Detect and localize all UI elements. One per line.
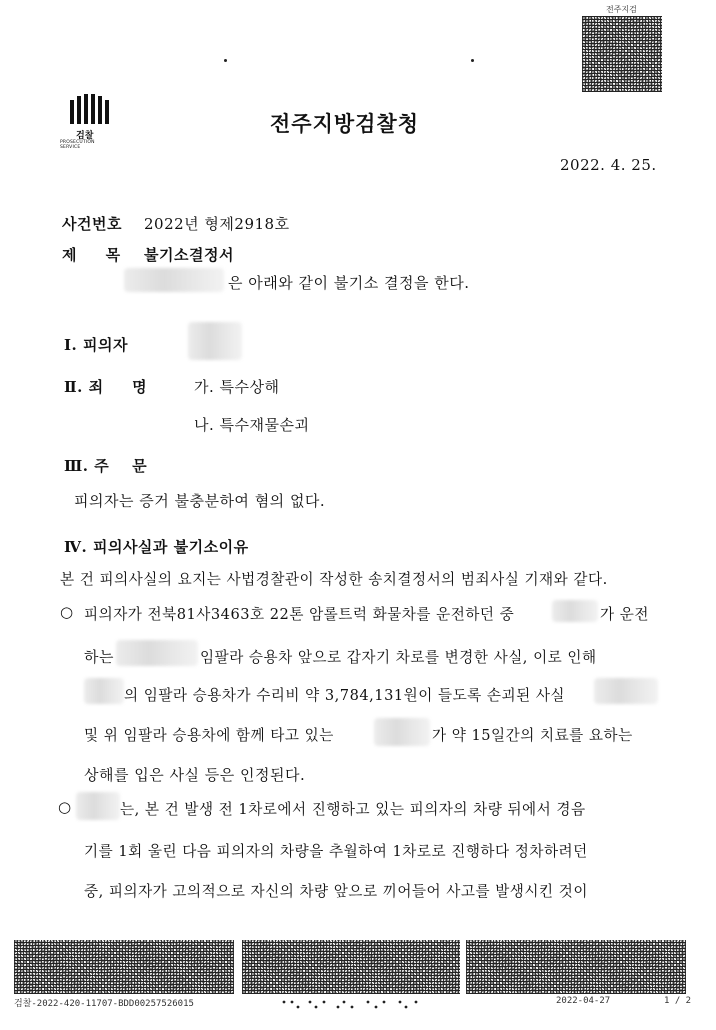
case-number-label: 사건번호 bbox=[62, 215, 122, 233]
case-title-value: 불기소결정서 bbox=[144, 246, 234, 264]
bottom-barcode-2 bbox=[242, 940, 460, 994]
punch-mark-left bbox=[224, 59, 227, 62]
prosecution-logo bbox=[60, 94, 116, 150]
section-3-label: Ⅲ. 주 문 bbox=[64, 457, 148, 475]
bullet-1-line-4b: 가 약 15일간의 치료를 요하는 bbox=[432, 727, 633, 744]
stamp-label: 전주지검 bbox=[606, 5, 637, 14]
redacted-victim-2 bbox=[116, 640, 198, 666]
charge-a: 가. 특수상해 bbox=[194, 378, 280, 396]
bullet-1-line-1a: 피의자가 전북81사3463호 22톤 암롤트럭 화물차를 운전하던 중 bbox=[84, 606, 515, 623]
footer-print-date: 2022-04-27 bbox=[556, 996, 611, 1006]
section-2-label: Ⅱ. 죄 명 bbox=[64, 378, 148, 396]
footer-doc-id: 검찰-2022-420-11707-BDD00257526015 bbox=[14, 999, 194, 1009]
redacted-victim-5 bbox=[374, 718, 430, 746]
bottom-barcode-3 bbox=[466, 940, 686, 994]
case-number-value: 2022년 형제2918호 bbox=[144, 215, 290, 233]
bullet-1-line-5: 상해를 입은 사실 등은 인정된다. bbox=[84, 766, 306, 784]
prosecution-emblem-icon bbox=[60, 94, 116, 130]
charge-b: 나. 특수재물손괴 bbox=[194, 416, 310, 434]
bullet-1-line-2b: 임팔라 승용차 앞으로 갑자기 차로를 변경한 사실, 이로 인해 bbox=[200, 649, 597, 666]
facts-intro: 본 건 피의사실의 요지는 사법경찰관이 작성한 송치결정서의 범죄사실 기재와 같다. bbox=[60, 571, 608, 588]
bullet-1-line-4a: 및 위 임팔라 승용차에 함께 타고 있는 bbox=[84, 727, 334, 744]
order-text: 피의자는 증거 불충분하여 혐의 없다. bbox=[74, 492, 326, 510]
bullet-2-line-1b: 는, 본 건 발생 전 1차로에서 진행하고 있는 피의자의 차량 뒤에서 경음 bbox=[120, 801, 586, 818]
redacted-victim-1 bbox=[552, 600, 598, 622]
case-title-label: 제 목 bbox=[62, 246, 121, 264]
dot-pattern-icon bbox=[280, 999, 430, 1011]
redacted-name bbox=[124, 268, 224, 292]
bullet-1-line-1b: 가 운전 bbox=[600, 606, 649, 623]
decision-sentence: 은 아래와 같이 불기소 결정을 한다. bbox=[228, 274, 470, 292]
bullet-2-line-3: 중, 피의자가 고의적으로 자신의 차량 앞으로 끼어들어 사고를 발생시킨 것이 bbox=[84, 883, 588, 900]
redacted-victim-4 bbox=[594, 678, 658, 704]
top-barcode bbox=[582, 16, 662, 92]
logo-subtext: PROSECUTION SERVICE bbox=[60, 140, 95, 150]
bullet-1-line-2a: 하는 bbox=[84, 648, 114, 666]
office-title: 전주지방검찰청 bbox=[270, 111, 420, 136]
bullet-1-marker: ○ bbox=[60, 603, 74, 621]
footer-page: 1 / 2 bbox=[664, 996, 692, 1006]
bullet-2-line-2: 기를 1회 울린 다음 피의자의 차량을 추월하여 1차로로 진행하다 정차하려던 bbox=[84, 843, 588, 860]
punch-mark-right bbox=[471, 59, 474, 62]
document-date: 2022. 4. 25. bbox=[560, 156, 657, 174]
section-4-label: Ⅳ. 피의사실과 불기소이유 bbox=[64, 538, 249, 556]
bullet-1-line-3a: 의 임팔라 승용차가 수리비 약 3,784,131원이 들도록 손괴된 사실 bbox=[124, 687, 566, 704]
footer-dot-pattern bbox=[280, 996, 430, 1008]
redacted-suspect bbox=[188, 322, 242, 360]
bullet-2-marker: ○ bbox=[58, 798, 72, 816]
section-1-label: Ⅰ. 피의자 bbox=[64, 336, 128, 354]
redacted-victim-6 bbox=[76, 792, 120, 820]
logo-text: 검찰 bbox=[76, 131, 94, 141]
redacted-victim-3 bbox=[84, 678, 124, 704]
bottom-barcode-1 bbox=[14, 940, 234, 994]
